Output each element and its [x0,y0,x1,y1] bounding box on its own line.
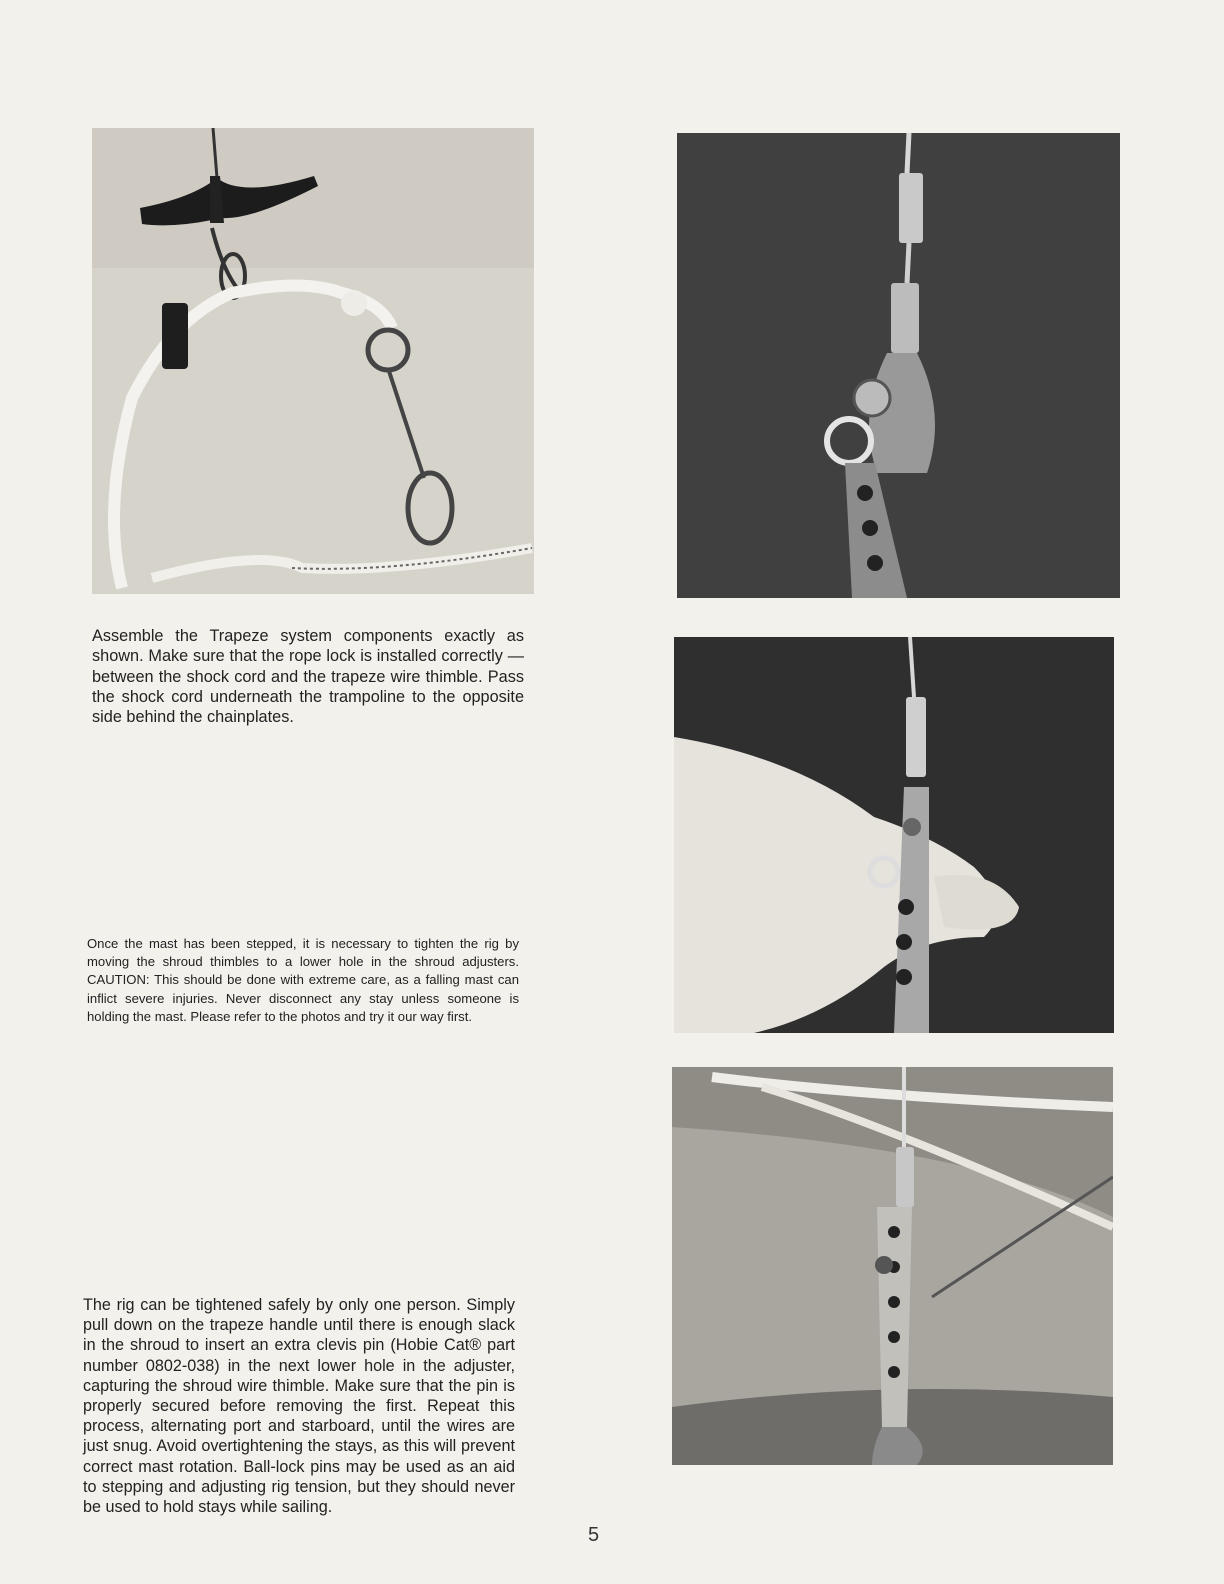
trapeze-assembly-paragraph: Assemble the Trapeze system components exactly as shown. Make sure that the rope lock is installed correctly — between the shock cord and the trapeze wire thimble. Pass the shock cord underneath the trampoline to the opposite side behind the chainplates. [92,627,524,727]
rig-tightening-paragraph: The rig can be tightened safely by only one person. Simply pull down on the trapeze handle until there is enough slack in the shroud to insert an extra clevis pin (Hobie Cat® part number 0802-038) in the next lower hole in the adjuster, capturing the shroud wire thimble. Make sure that the pin is properly secured before removing the first. Repeat this process, alternating port and starboard, until the wires are just snug. Avoid overtightening the stays, as this will prevent correct mast rotation. Ball-lock pins may be used as an aid to stepping and adjusting rig tension, but they should never be used to hold stays while sailing. [83,1296,515,1517]
adjuster-clevis-pin-photo [672,1067,1113,1465]
mast-tightening-caution-paragraph: Once the mast has been stepped, it is necessary to tighten the rig by moving the shroud thimbles to a lower hole in the shroud adjusters. CAUTION: This should be done with extreme care, as a falling mast can inflict severe injuries. Never disconnect any stay unless someone is holding the mast. Please refer to the photos and try it our way first. [87,936,519,1024]
trapeze-assembly-photo [92,128,534,594]
shroud-adjuster-photo [677,133,1120,598]
page-number: 5 [588,1524,600,1546]
shroud-adjuster-closeup-photo [677,133,1120,598]
hand-adjusting-shroud-photo [674,637,1114,1033]
trapeze-handle-and-rope-photo [92,128,534,594]
hand-holding-adjuster-photo [674,637,1114,1033]
adjuster-with-pin-photo [672,1067,1113,1465]
